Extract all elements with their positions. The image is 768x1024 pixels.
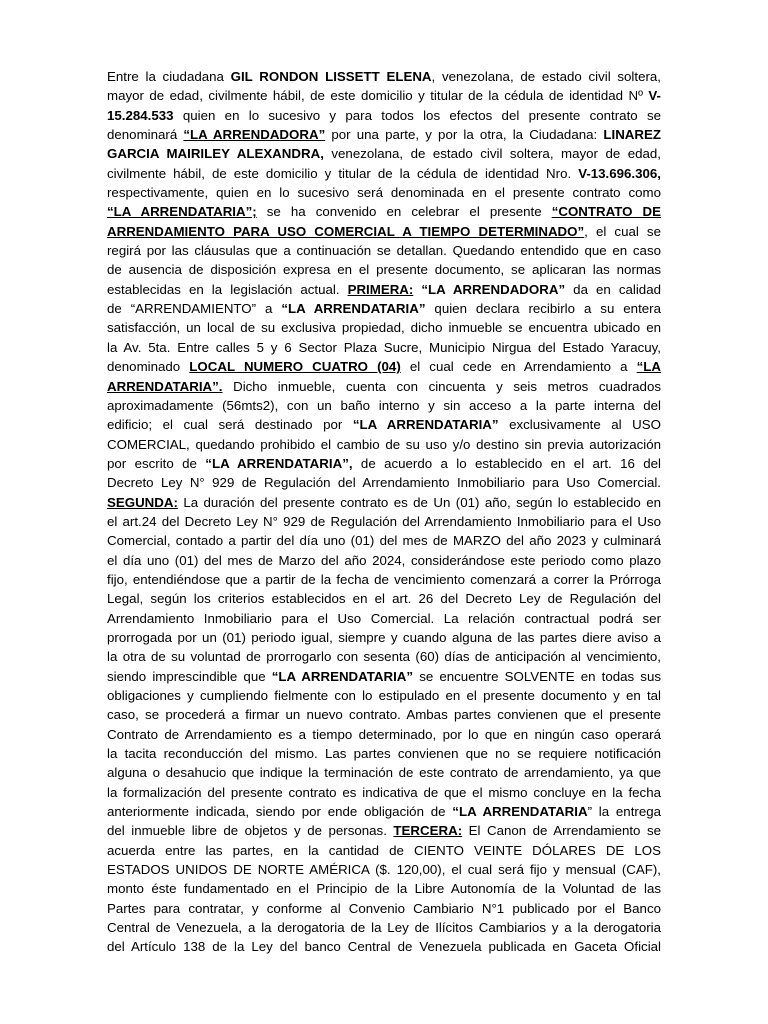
text-segment: La duración del presente contrato es de Un (01) año, según lo establecido en — [177, 494, 661, 510]
text-line — [107, 241, 661, 260]
text-line — [107, 473, 661, 492]
text-line — [107, 628, 661, 647]
text-line — [107, 937, 661, 956]
text-segment: mayor de edad, civilmente hábil, de este domicilio y titular de la cédula de identidad Nº — [107, 88, 649, 104]
text-line — [107, 338, 661, 357]
text-segment: , venezolana, de estado civil soltera, — [431, 69, 661, 84]
text-line — [107, 512, 661, 531]
text-segment: COMERCIAL, quedando prohibido el cambio de su uso y/o destino sin previa autorización — [107, 436, 661, 452]
text-segment: da en calidad — [565, 281, 661, 297]
text-line — [107, 454, 661, 473]
emphasized-text: ARRENDATARIA”. — [107, 378, 223, 394]
text-line — [107, 106, 661, 125]
emphasized-text: “LA ARRENDATARIA” — [352, 417, 499, 433]
text-line — [107, 647, 661, 666]
text-line — [107, 763, 661, 782]
text-line — [107, 86, 661, 105]
text-segment: la Av. 5ta. Entre calles 5 y 6 Sector Plaza Sucre, Municipio Nirgua del Estado Yaracuy, — [107, 339, 661, 355]
text-segment: Arrendamiento Inmobiliario para el Uso Comercial. La relación contractual podrá ser — [107, 610, 661, 626]
text-line — [107, 260, 661, 279]
text-segment: venezolana, de estado civil soltera, mayor de edad, — [323, 146, 661, 162]
emphasized-text: “LA ARRENDATARIA” — [271, 668, 414, 684]
emphasized-text: 15.284.533 — [107, 107, 174, 123]
emphasized-text: V-13.696.306, — [578, 165, 661, 181]
text-segment: Entre la ciudadana — [107, 69, 231, 84]
emphasized-text: ARRENDAMIENTO PARA USO COMERCIAL A TIEMPO DETERMINADO” — [107, 223, 585, 239]
emphasized-text: “LA ARRENDATARIA — [452, 804, 588, 820]
text-line — [107, 531, 661, 550]
text-segment: edificio; el cual será destinado por — [107, 417, 353, 433]
text-segment: se ha convenido en celebrar el presente — [256, 204, 552, 220]
text-segment: Decreto Ley N° 929 de Regulación del Arrendamiento Inmobiliario para Uso Comercial. — [107, 475, 661, 491]
text-line — [107, 686, 661, 705]
emphasized-text: TERCERA: — [393, 823, 463, 839]
text-line — [107, 493, 661, 512]
text-segment: , el cual se — [584, 223, 661, 239]
emphasized-text: “LA — [636, 359, 662, 375]
emphasized-text: “LA ARRENDADORA” — [421, 281, 566, 297]
text-line — [107, 144, 661, 163]
text-line — [107, 802, 661, 821]
text-segment: El Canon de Arrendamiento se — [462, 823, 661, 839]
text-segment: acuerda entre las partes, en la cantidad de CIENTO VEINTE DÓLARES DE LOS — [107, 842, 661, 858]
text-line — [107, 357, 661, 376]
text-line — [107, 377, 661, 396]
text-segment: denominado — [107, 359, 190, 375]
text-segment: por escrito de — [107, 455, 206, 471]
text-segment: quien en lo sucesivo y para todos los efectos del presente contrato se — [173, 107, 661, 123]
text-line — [107, 589, 661, 608]
emphasized-text: “CONTRATO DE — [551, 204, 661, 220]
text-line — [107, 202, 661, 221]
text-line — [107, 821, 661, 840]
text-line — [107, 222, 661, 241]
text-line — [107, 783, 661, 802]
text-segment: fijo, entendiéndose que a partir de la fecha de vencimiento comenzará a correr la Prórroga — [107, 571, 661, 587]
text-line — [107, 415, 661, 434]
text-segment: la formalización del presente contrato es indicativa de que el mismo concluye en la fecha — [107, 784, 661, 800]
text-segment: denominará — [107, 127, 184, 143]
text-segment: Comercial, contado a partir del día uno (01) del mes de MARZO del año 2023 y culminará — [107, 533, 661, 549]
text-segment: del Artículo 138 de la Ley del banco Central de Venezuela publicada en Gaceta Oficial — [107, 939, 661, 955]
emphasized-text: “LA ARRENDATARIA”; — [107, 204, 257, 220]
emphasized-text: PRIMERA: — [347, 281, 414, 297]
emphasized-text: LOCAL NUMERO CUATRO (04) — [189, 359, 401, 375]
emphasized-text: LINAREZ — [603, 127, 661, 143]
text-line — [107, 396, 661, 415]
text-segment: por una parte, y por la otra, la Ciudadana: — [325, 127, 604, 143]
emphasized-text: “LA ARRENDATARIA”, — [205, 455, 353, 471]
emphasized-text: V- — [648, 88, 661, 104]
text-segment: Contrato de Arrendamiento es a tiempo determinado, por lo que en ningún caso operará — [107, 726, 661, 742]
text-line — [107, 551, 661, 570]
text-segment: ” la entrega — [587, 804, 662, 820]
text-line — [107, 744, 661, 763]
text-segment: exclusivamente al USO — [498, 417, 661, 433]
text-line — [107, 280, 661, 299]
text-segment: quien declara recibirlo a su entera — [425, 301, 661, 317]
text-line — [107, 299, 661, 318]
text-segment: caso, se procederá a firmar un nuevo contrato. Ambas partes convienen que el presente — [107, 707, 661, 723]
text-segment: Central de Venezuela, a la derogatoria de la Ley de Ilícitos Cambiarios y a la derogatoria — [107, 920, 661, 936]
text-segment: el día uno (01) del mes de Marzo del año 2024, considerándose este periodo como plazo — [107, 552, 661, 568]
text-segment: Partes para contratar, y conforme al Convenio Cambiario N°1 publicado por el Banco — [107, 900, 661, 916]
text-segment: de “ARRENDAMIENTO” a — [107, 301, 282, 317]
text-line — [107, 705, 661, 724]
text-line — [107, 570, 661, 589]
text-segment: del inmueble libre de objetos y de personas. — [107, 823, 394, 839]
text-segment: Legal, según los criterios establecidos en el art. 26 del Decreto Ley de Regulación del — [107, 591, 661, 607]
text-segment: anteriormente indicada, siendo por ende obligación de — [107, 804, 453, 820]
emphasized-text: GARCIA MAIRILEY ALEXANDRA, — [107, 146, 324, 162]
text-line — [107, 667, 661, 686]
text-segment: Dicho inmueble, cuenta con cincuenta y seis metros cuadrados — [222, 378, 661, 394]
text-line — [107, 725, 661, 744]
text-segment: la tacita reconducción del mismo. Las partes convienen que no se requiere notificación — [107, 746, 661, 762]
text-segment: de ausencia de disposición expresa en el presente documento, se aplicaran las normas — [107, 262, 661, 278]
text-line — [107, 918, 661, 937]
text-line — [107, 164, 661, 183]
text-segment: el art.24 del Decreto Ley N° 929 de Regulación del Arrendamiento Inmobiliario para el Uso — [107, 513, 661, 529]
emphasized-text: “LA ARRENDADORA” — [183, 127, 326, 143]
text-line — [107, 183, 661, 202]
text-segment: establecidas en la legislación actual. — [107, 281, 348, 297]
text-segment: obligaciones y cumpliendo fielmente con lo estipulado en el presente documento y en tal — [107, 688, 661, 703]
text-segment: la otra de su voluntad de prorrogarlo con sesenta (60) días de anticipación al vencimiento, — [107, 649, 661, 665]
text-segment: satisfacción, un local de su exclusiva propiedad, dicho inmueble se encuentra ubicado en — [107, 320, 661, 336]
text-segment: prorrogada por un (01) periodo igual, siempre y cuando alguna de las partes diere aviso a — [107, 629, 661, 645]
text-segment: alguna o desahucio que indique la terminación de este contrato de arrendamiento, ya que — [107, 765, 661, 781]
text-line — [107, 435, 661, 454]
text-segment: de acuerdo a lo establecido en el art. 16 del — [352, 455, 662, 471]
emphasized-text: “LA ARRENDATARIA” — [281, 301, 426, 317]
text-segment: se encuentre SOLVENTE en todas sus — [413, 668, 661, 684]
text-line — [107, 609, 661, 628]
text-segment: siendo imprescindible que — [107, 668, 272, 684]
emphasized-text: GIL RONDON LISSETT ELENA — [230, 69, 432, 84]
text-segment: aproximadamente (56mts2), con un baño interno y sin acceso a la parte interna del — [107, 397, 661, 413]
emphasized-text: SEGUNDA: — [107, 494, 178, 510]
text-segment: ESTADOS UNIDOS DE NORTE AMÉRICA ($. 120,00), el cual será fijo y mensual (CAF), — [107, 862, 661, 878]
text-line — [107, 318, 661, 337]
text-line — [107, 841, 661, 860]
text-segment: regirá por las cláusulas que a continuación se detallan. Quedando entendido que en caso — [107, 243, 661, 259]
text-segment: monto éste fundamentado en el Principio de la Libre Autonomía de la Voluntad de las — [107, 881, 661, 897]
text-line — [107, 879, 661, 898]
text-line — [107, 125, 661, 144]
text-line — [107, 67, 661, 86]
contract-body-text — [107, 67, 661, 957]
text-segment: respectivamente, quien en lo sucesivo será denominada en el presente contrato como — [107, 185, 661, 201]
text-segment: el cual cede en Arrendamiento a — [400, 359, 637, 375]
text-line — [107, 860, 661, 879]
text-segment: civilmente hábil, de este domicilio y titular de la cédula de identidad Nro. — [107, 165, 579, 181]
text-line — [107, 899, 661, 918]
